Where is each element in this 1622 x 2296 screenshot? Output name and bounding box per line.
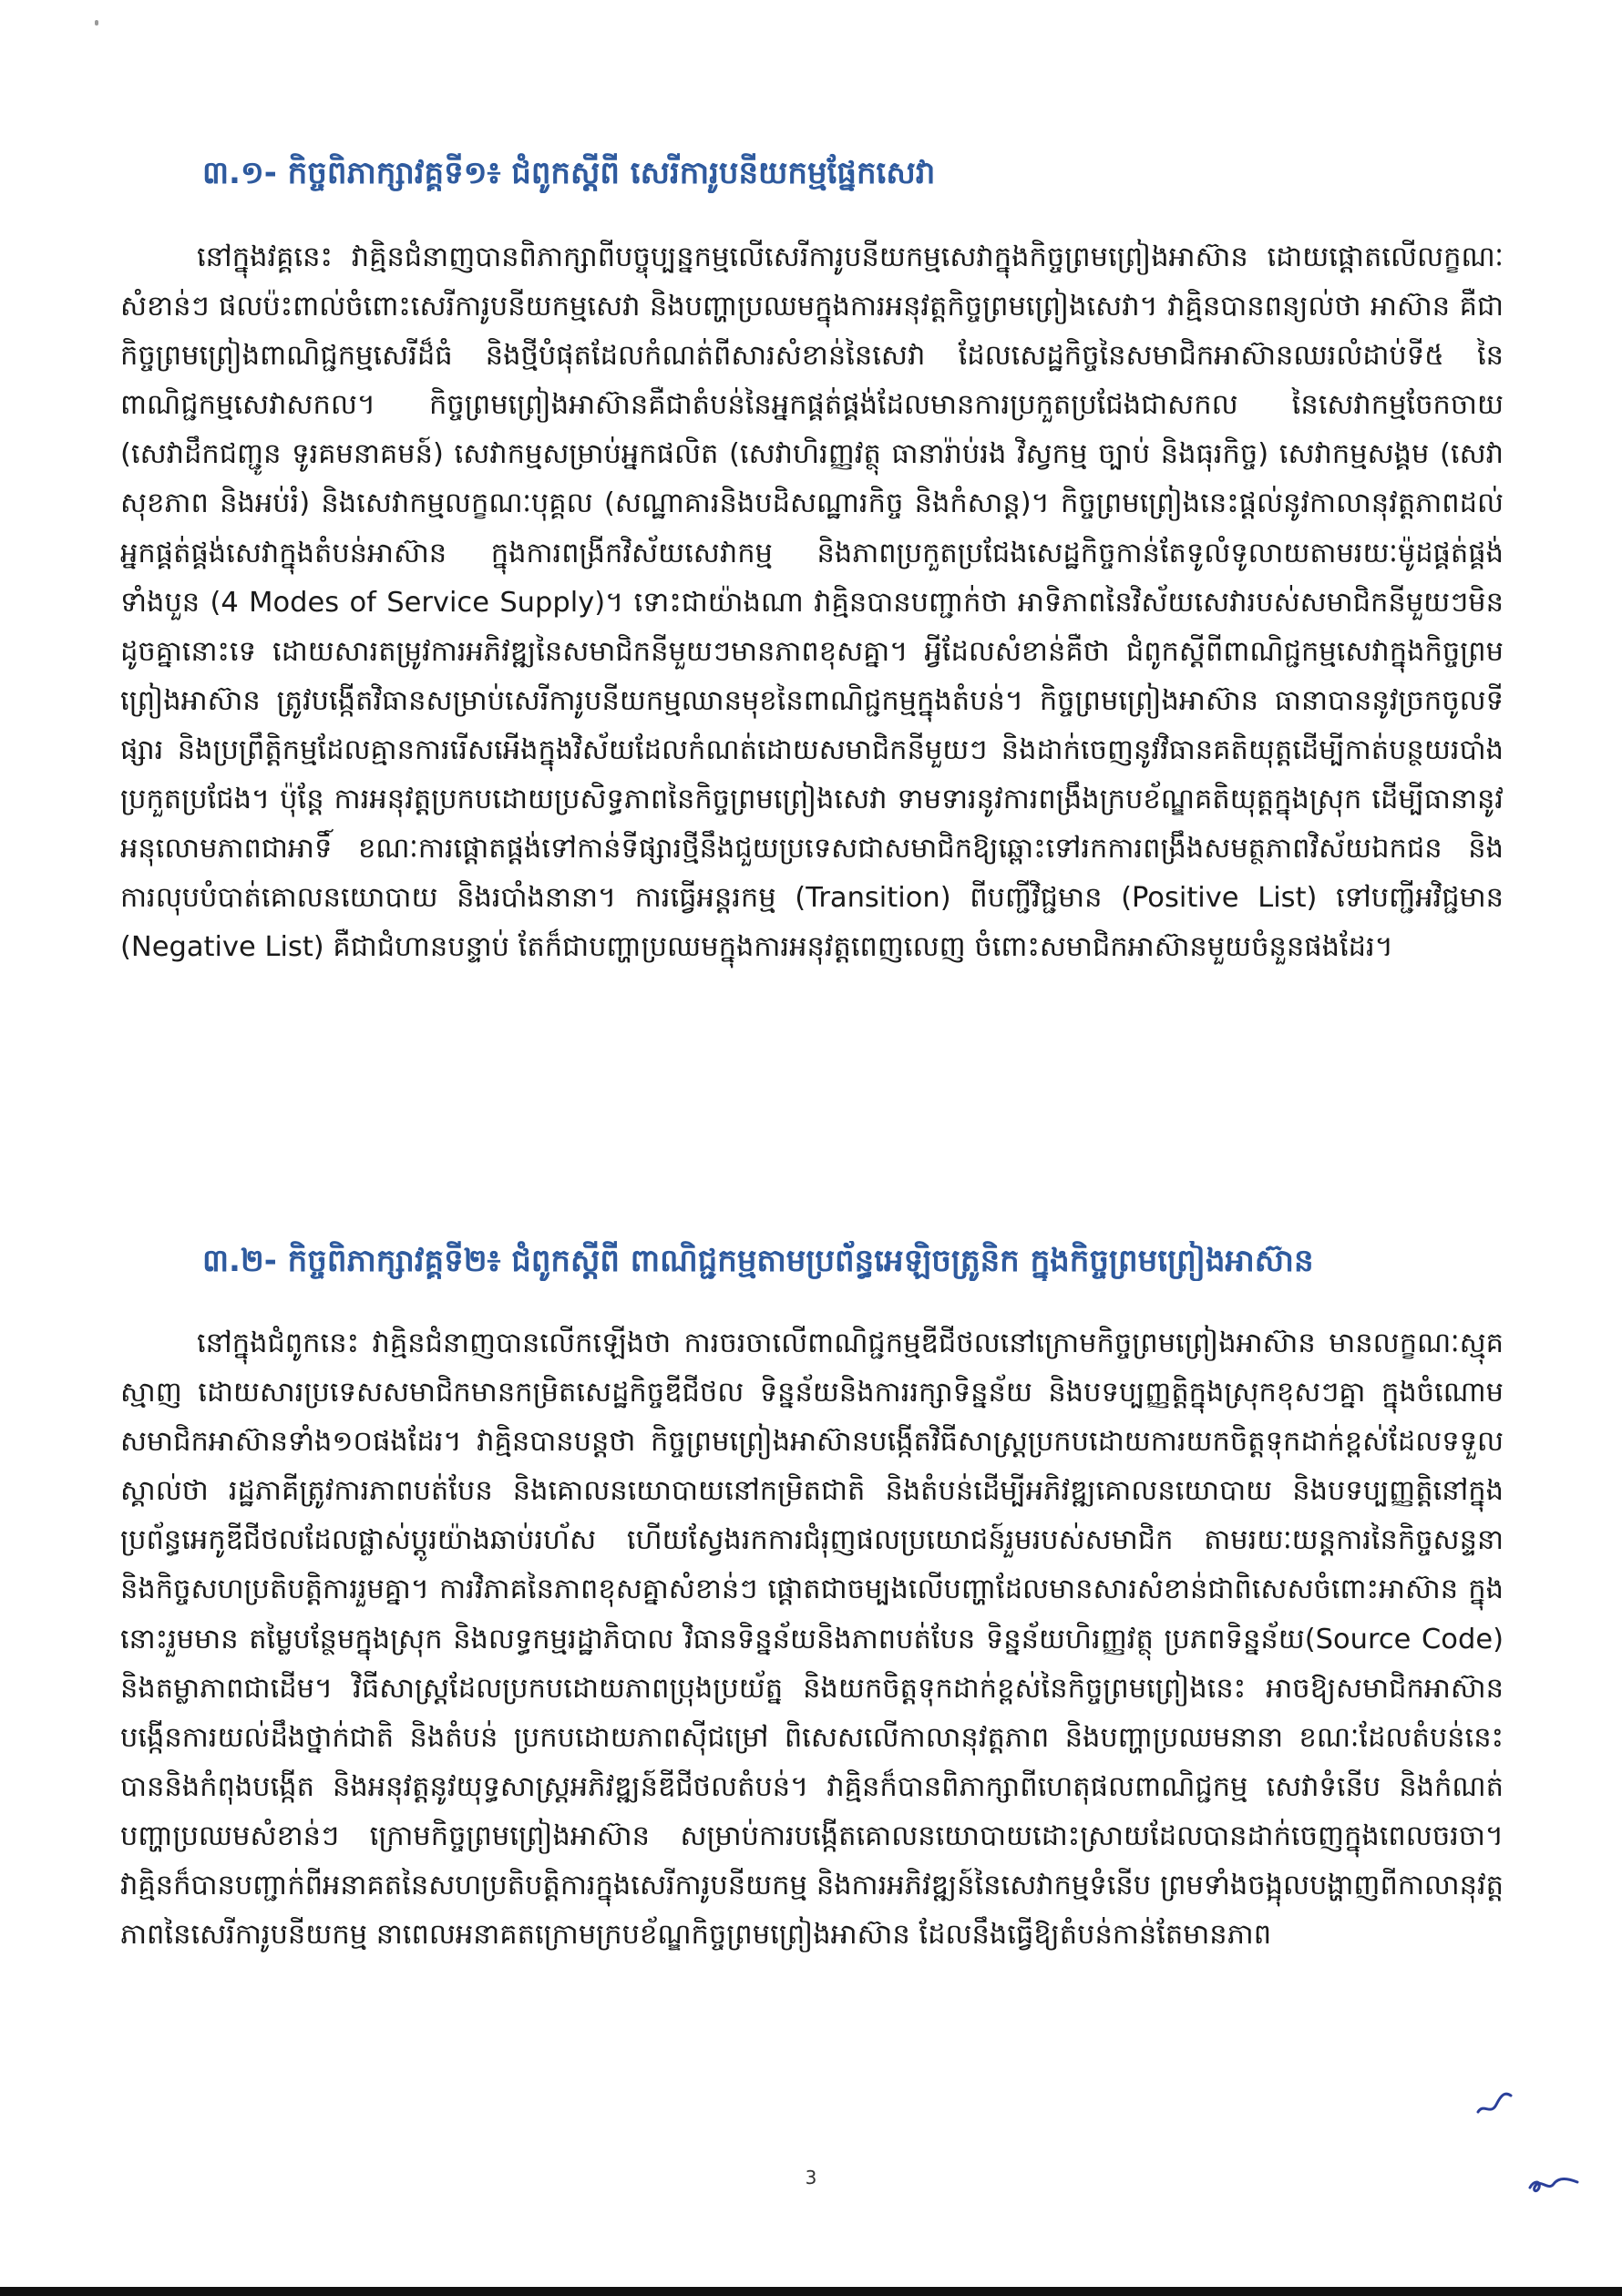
signature-icon [1526,2164,1581,2200]
section-2-paragraph: នៅក្នុងជំពូកនេះ វាគ្មិនជំនាញបានលើកឡើងថា ការចរចាលើពាណិជ្ជកម្មឌីជីថលនៅក្រោមកិច្ចព្រមព្រៀងអាស៊ាន មានលក្ខណៈស្មុគស្មាញ ដោយសារប្រទេសសមាជិកមានកម្រិតសេដ្ឋកិច្ចឌីជីថល ទិន្នន័យនិងការរក្សាទិន្នន័យ និងបទប្បញ្ញត្តិក្នុងស្រុកខុសៗគ្នា ក្នុងចំណោមសមាជិកអាស៊ានទាំង១០ផងដែរ។ វាគ្មិនបានបន្តថា កិច្ចព្រមព្រៀងអាស៊ានបង្កើតវិធីសាស្ត្រប្រកបដោយការយកចិត្តទុកដាក់ខ្ពស់ដែលទទួលស្គាល់ថា រដ្ឋភាគីត្រូវការភាពបត់បែន និងគោលនយោបាយនៅកម្រិតជាតិ និងតំបន់ដើម្បីអភិវឌ្ឍគោលនយោបាយ និងបទប្បញ្ញត្តិនៅក្នុងប្រព័ន្ធអេកូឌីជីថលដែលផ្លាស់ប្តូរយ៉ាងឆាប់រហ័ស ហើយស្វែងរកការជំរុញផលប្រយោជន៍រួមរបស់សមាជិក តាមរយៈយន្តការនៃកិច្ចសន្ទនា និងកិច្ចសហប្រតិបត្តិការរួមគ្នា។ ការវិភាគនៃភាពខុសគ្នាសំខាន់ៗ ផ្តោតជាចម្បងលើបញ្ហាដែលមានសារសំខាន់ជាពិសេសចំពោះអាស៊ាន ក្នុងនោះរួមមាន តម្លៃបន្ថែមក្នុងស្រុក និងលទ្ធកម្មរដ្ឋាភិបាល វិធានទិន្នន័យនិងភាពបត់បែន ទិន្នន័យហិរញ្ញវត្ថុ ប្រភពទិន្នន័យ(Source Code) និងតម្លាភាពជាដើម។ វិធីសាស្ត្រដែលប្រកបដោយភាពប្រុងប្រយ័ត្ន និងយកចិត្តទុកដាក់ខ្ពស់នៃកិច្ចព្រមព្រៀងនេះ អាចឱ្យសមាជិកអាស៊ានបង្កើនការយល់ដឹងថ្នាក់ជាតិ និងតំបន់ ប្រកបដោយភាពស៊ីជម្រៅ ពិសេសលើកាលានុវត្តភាព និងបញ្ហាប្រឈមនានា ខណៈដែលតំបន់នេះបាននិងកំពុងបង្កើត និងអនុវត្តនូវយុទ្ធសាស្ត្រអភិវឌ្ឍន៍ឌីជីថលតំបន់។ វាគ្មិនក៏បានពិភាក្សាពីហេតុផលពាណិជ្ជកម្ម សេវាទំនើប និងកំណត់បញ្ហាប្រឈមសំខាន់ៗ ក្រោមកិច្ចព្រមព្រៀងអាស៊ាន សម្រាប់ការបង្កើតគោលនយោបាយដោះស្រាយដែលបានដាក់ចេញក្នុងពេលចរចា។ វាគ្មិនក៏បានបញ្ជាក់ពីអនាគតនៃសហប្រតិបត្តិការក្នុងសេរីការូបនីយកម្ម និងការអភិវឌ្ឍន៍នៃសេវាកម្មទំនើប ព្រមទាំងចង្អុលបង្ហាញពីកាលានុវត្តភាពនៃសេរីការូបនីយកម្ម នាពេលអនាគតក្រោមក្របខ័ណ្ឌកិច្ចព្រមព្រៀងអាស៊ាន ដែលនឹងធ្វើឱ្យតំបន់កាន់តែមានភាព [120,1327,1504,1952]
section-1-heading: ៣.១- កិច្ចពិភាក្សាវគ្គទី១៖ ជំពូកស្តីពី សេរីការូបនីយកម្មផ្នែកសេវា [202,155,936,191]
section-2-heading: ៣.២- កិច្ចពិភាក្សាវគ្គទី២៖ ជំពូកស្តីពី ពាណិជ្ជកម្មតាមប្រព័ន្ធអេឡិចត្រូនិក ក្នុងកិច្ចព្រមព្រៀងអាស៊ាន [202,1243,1314,1279]
scan-bottom-edge [0,2287,1622,2296]
section-1-paragraph: នៅក្នុងវគ្គនេះ វាគ្មិនជំនាញបានពិភាក្សាពីបច្ចុប្បន្នកម្មលើសេរីការូបនីយកម្មសេវាក្នុងកិច្ចព្រមព្រៀងអាស៊ាន ដោយផ្តោតលើលក្ខណៈសំខាន់ៗ ផលប៉ះពាល់ចំពោះសេរីការូបនីយកម្មសេវា និងបញ្ហាប្រឈមក្នុងការអនុវត្តកិច្ចព្រមព្រៀងសេវា។ វាគ្មិនបានពន្យល់ថា អាស៊ាន គឺជាកិច្ចព្រមព្រៀងពាណិជ្ជកម្មសេរីដ៏ធំ និងថ្មីបំផុតដែលកំណត់ពីសារសំខាន់នៃសេវា ដែលសេដ្ឋកិច្ចនៃសមាជិកអាស៊ានឈរលំដាប់ទី៥ នៃពាណិជ្ជកម្មសេវាសកល។ កិច្ចព្រមព្រៀងអាស៊ានគឺជាតំបន់នៃអ្នកផ្គត់ផ្គង់ដែលមានការប្រកួតប្រជែងជាសកល នៃសេវាកម្មចែកចាយ (សេវាដឹកជញ្ជូន ទូរគមនាគមន៍) សេវាកម្មសម្រាប់អ្នកផលិត (សេវាហិរញ្ញវត្ថុ ធានារ៉ាប់រង វិស្វកម្ម ច្បាប់ និងធុរកិច្ច) សេវាកម្មសង្គម (សេវាសុខភាព និងអប់រំ) និងសេវាកម្មលក្ខណៈបុគ្គល (សណ្ឋាគារនិងបដិសណ្ឋារកិច្ច និងកំសាន្ត)។ កិច្ចព្រមព្រៀងនេះផ្តល់នូវកាលានុវត្តភាពដល់អ្នកផ្គត់ផ្គង់សេវាក្នុងតំបន់អាស៊ាន ក្នុងការពង្រីកវិស័យសេវាកម្ម និងភាពប្រកួតប្រជែងសេដ្ឋកិច្ចកាន់តែទូលំទូលាយតាមរយៈម៉ូដផ្គត់ផ្គង់ទាំងបួន (4 Modes of Service Supply)។ ទោះជាយ៉ាងណា វាគ្មិនបានបញ្ជាក់ថា អាទិភាពនៃវិស័យសេវារបស់សមាជិកនីមួយៗមិនដូចគ្នានោះទេ ដោយសារតម្រូវការអភិវឌ្ឍនៃសមាជិកនីមួយៗមានភាពខុសគ្នា។ អ្វីដែលសំខាន់គឺថា ជំពូកស្តីពីពាណិជ្ជកម្មសេវាក្នុងកិច្ចព្រមព្រៀងអាស៊ាន ត្រូវបង្កើតវិធានសម្រាប់សេរីការូបនីយកម្មឈានមុខនៃពាណិជ្ជកម្មក្នុងតំបន់។ កិច្ចព្រមព្រៀងអាស៊ាន ធានាបាននូវច្រកចូលទីផ្សារ និងប្រព្រឹត្តិកម្មដែលគ្មានការរើសអើងក្នុងវិស័យដែលកំណត់ដោយសមាជិកនីមួយៗ និងដាក់ចេញនូវវិធានគតិយុត្តដើម្បីកាត់បន្ថយរបាំងប្រកួតប្រជែង។ ប៉ុន្តែ ការអនុវត្តប្រកបដោយប្រសិទ្ធភាពនៃកិច្ចព្រមព្រៀងសេវា ទាមទារនូវការពង្រឹងក្របខ័ណ្ឌគតិយុត្តក្នុងស្រុក ដើម្បីធានានូវអនុលោមភាពជាអាទិ៍ ខណៈការផ្តោតផ្តង់ទៅកាន់ទីផ្សារថ្មីនឹងជួយប្រទេសជាសមាជិកឱ្យឆ្ពោះទៅរកការពង្រឹងសមត្ថភាពវិស័យឯកជន និងការលុបបំបាត់គោលនយោបាយ និងរបាំងនានា។ ការធ្វើអន្តរកម្ម (Transition) ពីបញ្ជីវិជ្ជមាន (Positive List) ទៅបញ្ជីអវិជ្ជមាន (Negative List) គឺជាជំហានបន្ទាប់ តែក៏ជាបញ្ហាប្រឈមក្នុងការអនុវត្តពេញលេញ ចំពោះសមាជិកអាស៊ានមួយចំនួនផងដែរ។ [120,241,1504,964]
page-number: 3 [805,2167,817,2188]
handwritten-mark-icon [1474,2085,1514,2121]
scan-speck [95,20,98,26]
